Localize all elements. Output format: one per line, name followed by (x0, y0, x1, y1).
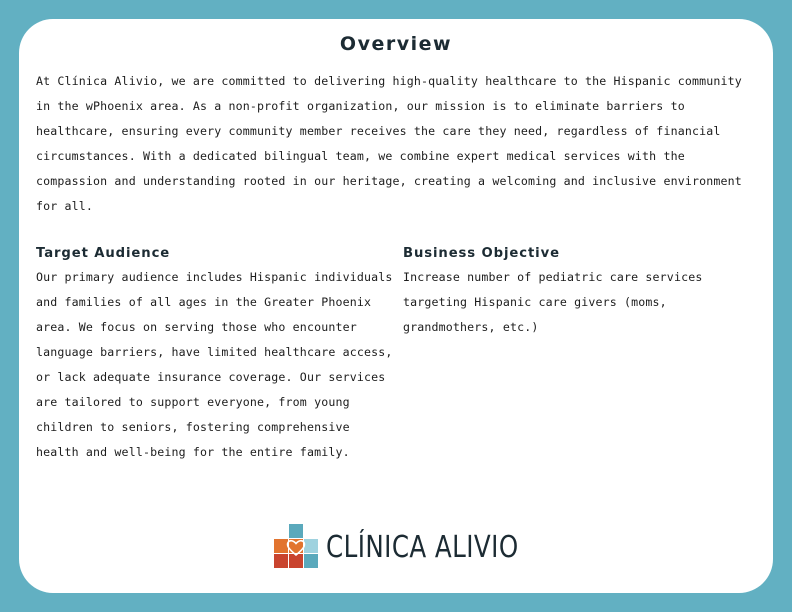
overview-text: At Clínica Alivio, we are committed to delivering high-quality healthcare to the Hispanic community in the wPhoenix area. As a non-profit organization, our mission is to eliminate barriers to healthcare, ensuring every community member receives the care they need, regardless of financial circumstances. With a dedicated bilingual team, we combine expert medical services with the compassion and understanding rooted in our heritage, creating a welcoming and inclusive environment for all. (36, 74, 742, 213)
overview-heading: Overview (339, 33, 453, 55)
clinic-logo-text: CLÍNICA ALIVIO (326, 529, 519, 565)
business-objective-section (403, 243, 753, 340)
target-audience-text: Our primary audience includes Hispanic individuals and families of all ages in the Greater Phoenix area. We focus on serving those who encounter language barriers, have limited healthcare access, or lack adequate insurance coverage. Our services are tailored to support everyone, from young children to seniors, fostering comprehensive health and well-being for the entire family. (36, 270, 393, 459)
business-objective-text: Increase number of pediatric care services targeting Hispanic care givers (moms, grandmothers, etc.) (403, 270, 703, 334)
overview-card (19, 19, 773, 593)
target-audience-section (36, 243, 396, 465)
medical-cross-heart-icon (274, 524, 318, 570)
business-objective-heading: Business Objective (403, 246, 560, 261)
clinic-logo (274, 522, 561, 572)
target-audience-heading: Target Audience (36, 246, 171, 261)
